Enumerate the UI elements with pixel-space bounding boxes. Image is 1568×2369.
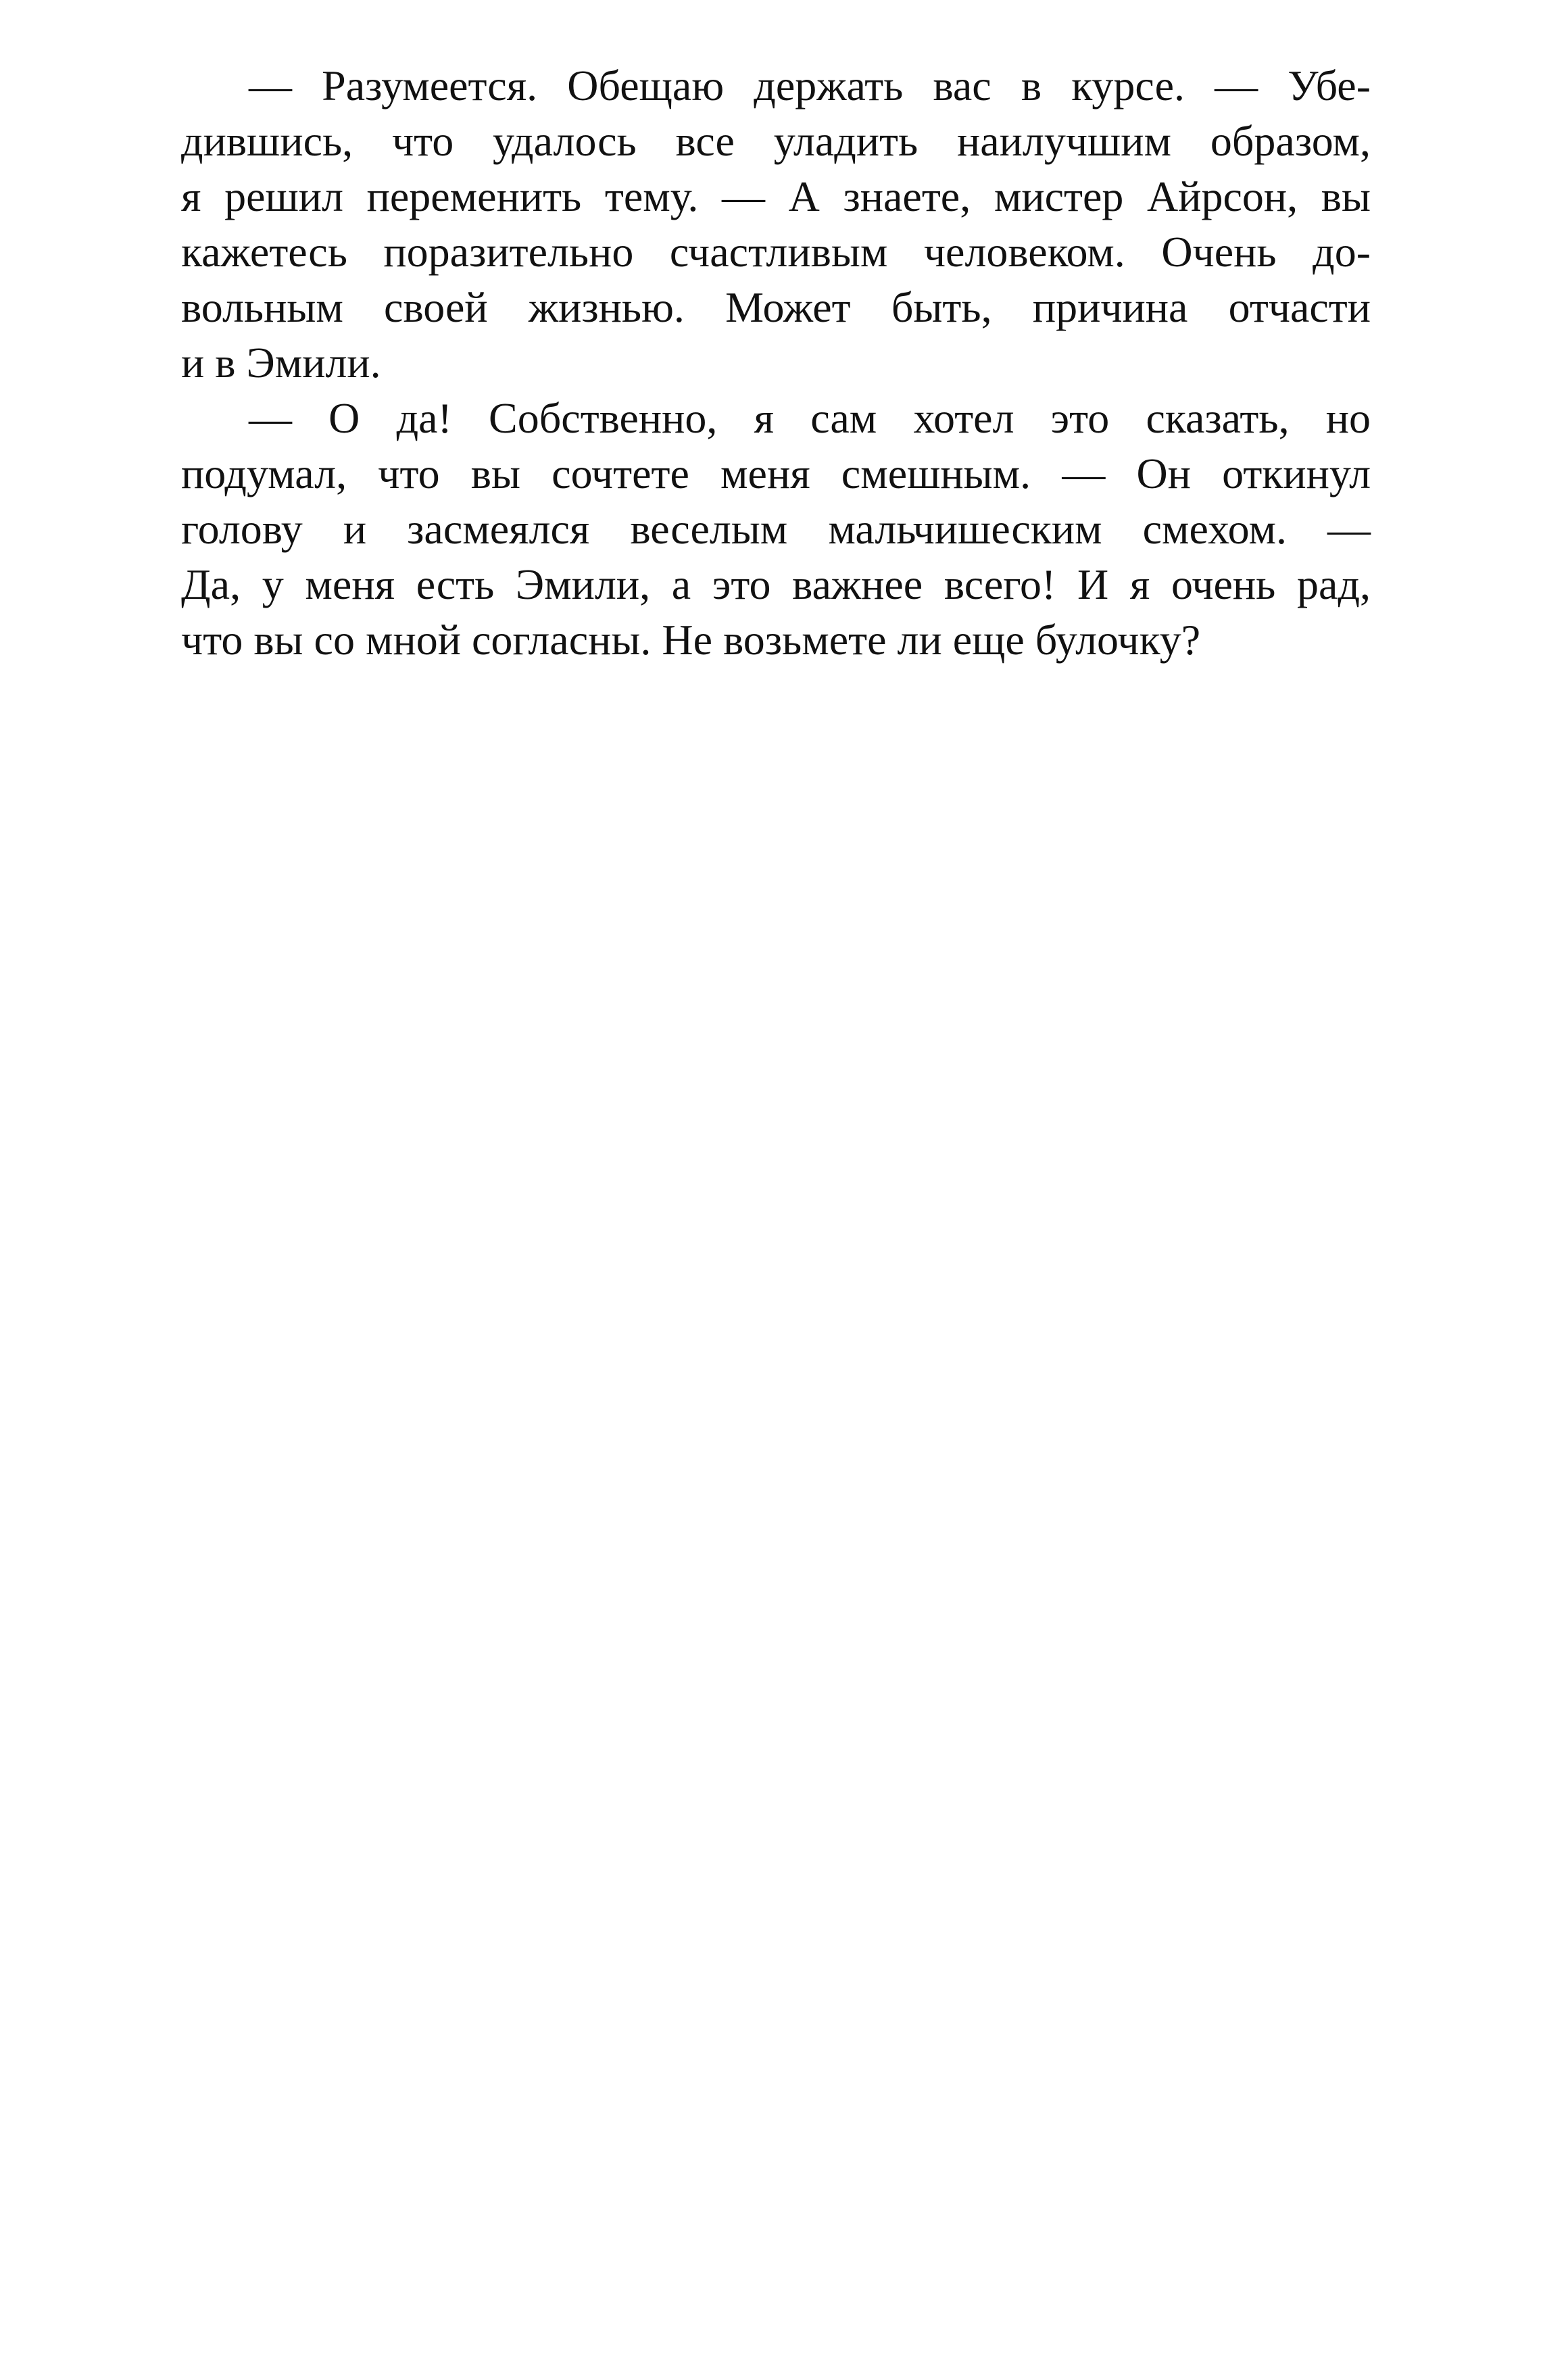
paragraph-1-line-5: вольным своей жизнью. Может быть, причина отчасти <box>181 283 1371 331</box>
paragraph-2-line-3: голову и засмеялся веселым мальчишеским смехом. — <box>181 505 1371 553</box>
body-text <box>181 58 1371 668</box>
paragraph-2-line-1: — О да! Собственно, я сам хотел это сказать, но <box>249 394 1371 442</box>
paragraph-2-line-4: Да, у меня есть Эмили, а это важнее всего! И я очень рад, <box>181 560 1371 608</box>
paragraph-2-line-5: что вы со мной согласны. Не возьмете ли еще булочку? <box>181 616 1201 664</box>
paragraph-1-line-6: и в Эмили. <box>181 339 381 387</box>
paragraph-1-line-3: я решил переменить тему. — А знаете, мистер Айрсон, вы <box>181 172 1371 220</box>
paragraph-1-line-1: — Разумеется. Обещаю держать вас в курсе. — Убе- <box>249 62 1371 109</box>
paragraph-1-line-4: кажетесь поразительно счастливым человеком. Очень до- <box>181 228 1371 276</box>
paragraph-2-line-2: подумал, что вы сочтете меня смешным. — Он откинул <box>181 449 1371 497</box>
paragraph-1-line-2: дившись, что удалось все уладить наилучшим образом, <box>181 117 1371 165</box>
